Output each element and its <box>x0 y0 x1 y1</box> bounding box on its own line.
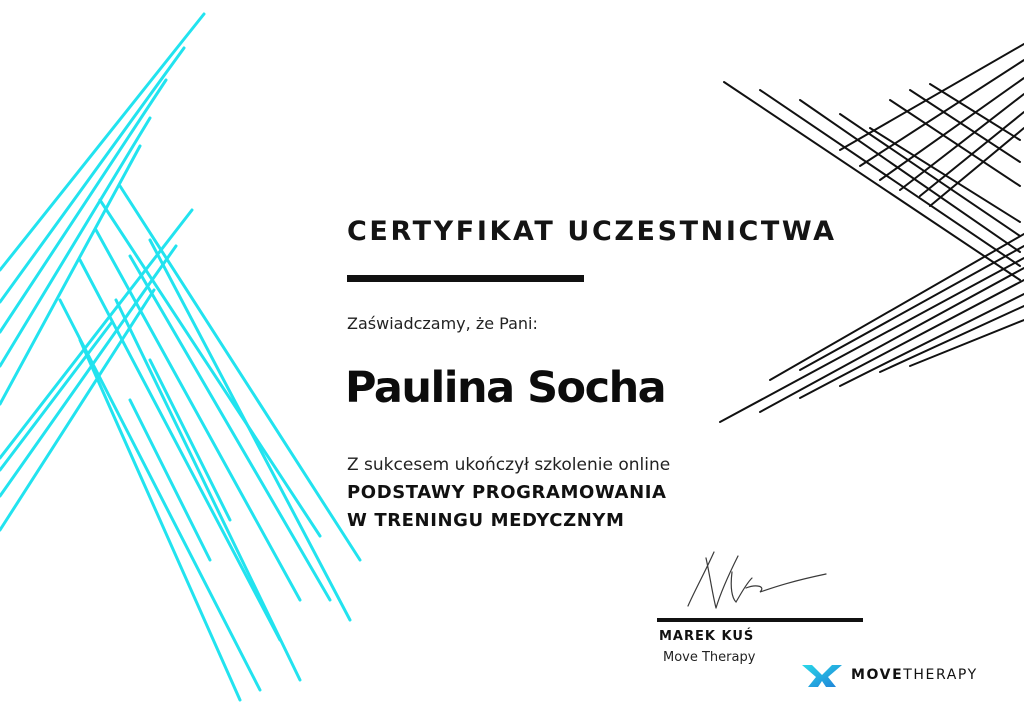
logo-wordmark <box>851 667 978 683</box>
recipient-name: Paulina Socha <box>345 363 666 413</box>
title-underline <box>347 275 584 282</box>
course-title-line-2: W TRENINGU MEDYCZNYM <box>347 510 625 531</box>
cyan-line-pattern <box>0 14 360 700</box>
completion-text: Z sukcesem ukończył szkolenie online <box>347 455 671 475</box>
signatory-organization: Move Therapy <box>663 650 756 665</box>
certify-text: Zaświadczamy, że Pani: <box>347 314 538 333</box>
certificate-title: CERTYFIKAT UCZESTNICTWA <box>347 216 837 247</box>
logo-word-therapy: THERAPY <box>903 667 978 683</box>
handwritten-signature <box>676 548 831 613</box>
course-title-line-1: PODSTAWY PROGRAMOWANIA <box>347 482 667 503</box>
logo-word-move: MOVE <box>851 667 904 683</box>
movetherapy-logo <box>800 661 978 689</box>
signature-line <box>657 618 863 622</box>
signatory-name: MAREK KUŚ <box>659 629 755 644</box>
logo-mark-icon <box>800 661 844 689</box>
